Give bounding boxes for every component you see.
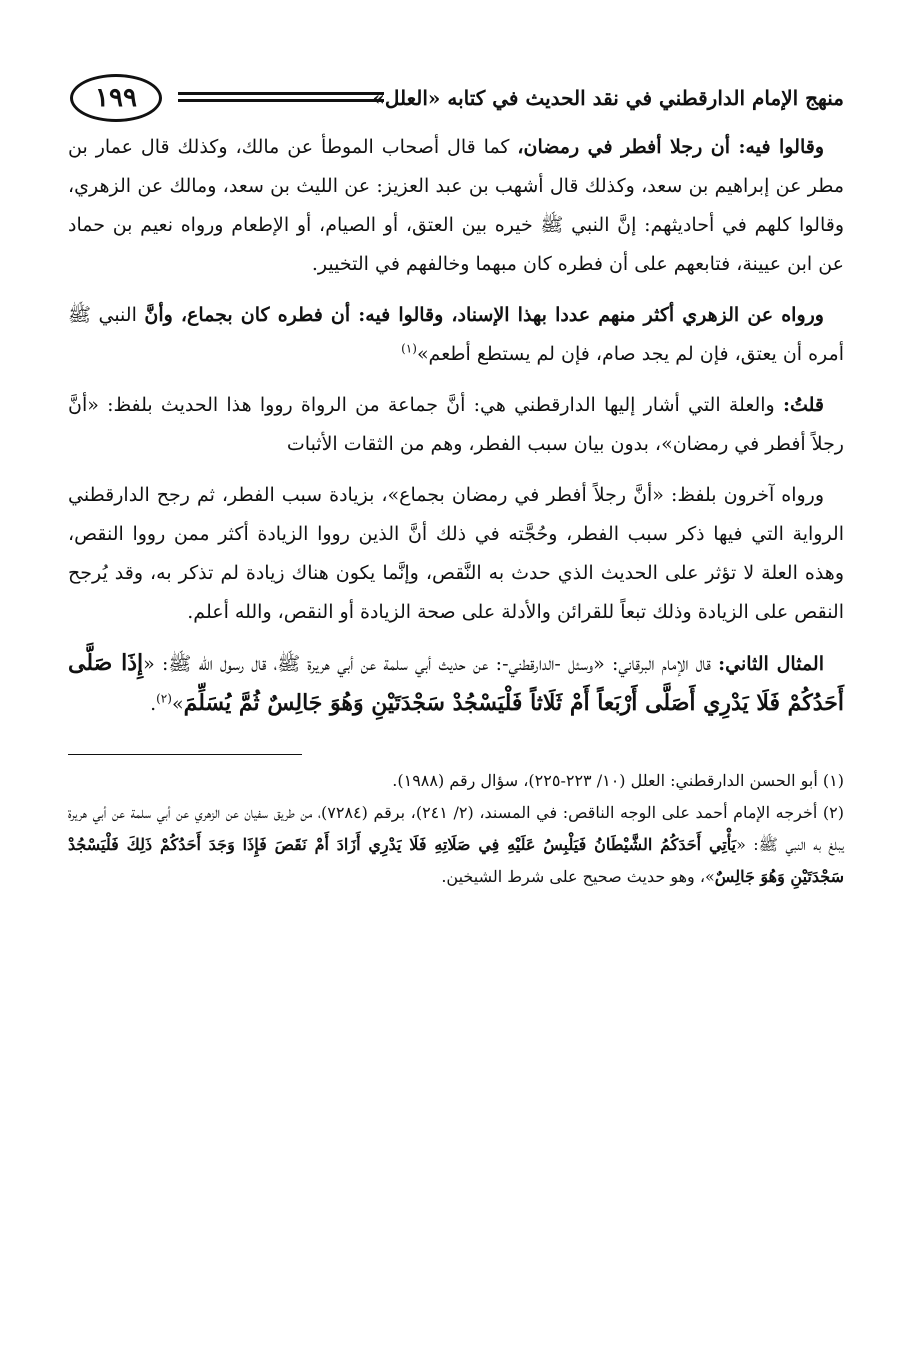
paragraph-1-lead: وقالوا فيه: أن رجلا أفطر في رمضان، [517, 136, 824, 158]
page-header [68, 66, 844, 128]
paragraph-5-lead: المثال الثاني: [718, 653, 824, 675]
footnote-2-end: »، وهو حديث صحيح على شرط الشيخين. [441, 867, 715, 886]
paragraph-5 [68, 644, 844, 724]
footnote-1: (١) أبو الحسن الدارقطني: العلل (١٠/ ٢٢٣-٢٢٥)، سؤال رقم (١٩٨٨). [392, 771, 844, 790]
paragraph-3 [68, 386, 844, 464]
footnote-2-text: (٢) أخرجه الإمام أحمد على الوجه الناقص: في المسند، (٢/ ٢٤١)، برقم (٧٢٨٤)، من طريق سفيان عن الزهري عن أبي سلمة عن أبي هريرة يبلغ به النبي ﷺ: « [68, 803, 845, 854]
footnote-2 [68, 797, 844, 893]
page-number: ١٩٩ [70, 74, 162, 122]
hadith-text: إِذَا صَلَّى أَحَدُكُمْ فَلَا يَدْرِي أَصَلَّى أَرْبَعاً أَمْ ثَلَاثاً فَلْيَسْجُدْ سَجْدَتَيْنِ وَهُوَ جَالِسٌ ثُمَّ يُسَلِّمَ [68, 650, 844, 716]
footnote-2-hadith: يَأْتِي أَحَدَكُمُ الشَّيْطَانُ فَيَلْبِسُ عَلَيْهِ فِي صَلَاتِهِ فَلَا يَدْرِي أَزَادَ أَمْ نَقَصَ فَإِذَا وَجَدَ أَحَدُكُمْ ذَلِكَ فَلْيَسْجُدْ سَجْدَتَيْنِ وَهُوَ جَالِسٌ [68, 835, 844, 886]
paragraph-3-text: والعلة التي أشار إليها الدارقطني هي: أنَّ جماعة من الرواة رووا هذا الحديث بلفظ: «أنَّ رجلاً أفطر في رمضان»، بدون بيان سبب الفطر، وهم من الثقات الأثبات [68, 394, 844, 455]
hadith-close-quote: » [171, 693, 184, 715]
main-text [68, 128, 844, 724]
paragraph-4-text: ورواه آخرون بلفظ: «أنَّ رجلاً أفطر في رمضان بجماع»، بزيادة سبب الفطر، ثم رجح الدارقطني الرواية التي فيها ذكر سبب الفطر، وحُجَّته في ذلك أنَّ الذين رووا الزيادة أكثر ممن رووا النقص، وهذه العلة لا تؤثر على الحديث الذي حدث به النَّقص، وإنَّما يكون هناك زيادة لم تذكر به، وقد يُرجح النقص على الزيادة وذلك تبعاً للقرائن والأدلة على صحة الزيادة أو النقص، والله أعلم. [68, 484, 844, 623]
paragraph-2-text: النبي ﷺ أمره أن يعتق، فإن لم يجد صام، فإن لم يستطع أطعم» [68, 304, 844, 365]
book-page [68, 66, 844, 1326]
paragraph-3-lead: قلتُ: [782, 394, 824, 416]
footnotes [68, 765, 844, 893]
paragraph-5-text: قال الإمام البرقاني: «وسئل -الدارقطني-: عن حديث أبي سلمة عن أبي هريرة ﷺ، قال رسول الله ﷺ: « [143, 653, 719, 675]
paragraph-1 [68, 128, 844, 284]
footnote-ref-2[interactable]: (٢) [156, 691, 172, 706]
footnote-separator [68, 754, 302, 755]
paragraph-2-lead: ورواه عن الزهري أكثر منهم عددا بهذا الإسناد، وقالوا فيه: أن فطره كان بجماع، وأنَّ [144, 304, 824, 326]
header-double-rule [178, 92, 384, 102]
paragraph-5-end: . [150, 693, 157, 715]
paragraph-4 [68, 476, 844, 632]
footnote-ref-1[interactable]: (١) [401, 341, 417, 356]
running-title: منهج الإمام الدارقطني في نقد الحديث في كتابه «العلل» [372, 86, 844, 110]
paragraph-2 [68, 296, 844, 374]
paragraph-1-text: كما قال أصحاب الموطأ عن مالك، وكذلك قال عمار بن مطر عن إبراهيم بن سعد، وكذلك قال أشهب بن عبد العزيز: عن الليث بن سعد، ومالك عن الزهري، وقالوا كلهم في أحاديثهم: إنَّ النبي ﷺ خيره بين العتق، أو الصيام، أو الإطعام ورواه نعيم بن حماد عن ابن عيينة، فتابعهم على أن فطره كان مبهما وخالفهم في التخيير. [68, 136, 844, 275]
